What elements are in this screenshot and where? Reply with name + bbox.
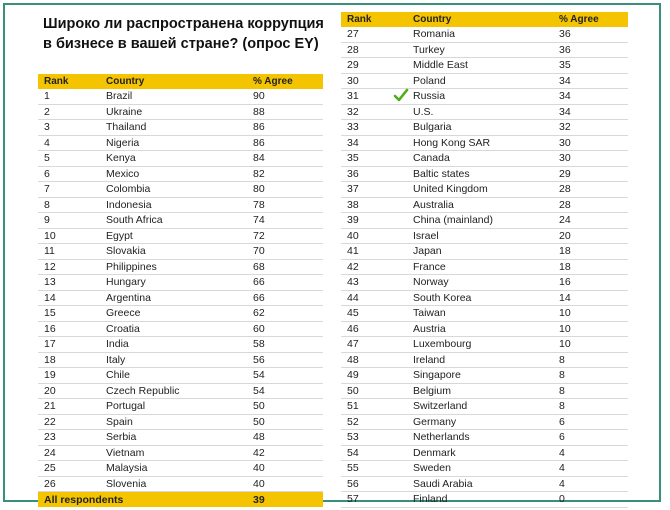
table-row <box>341 43 628 59</box>
rank-cell: 38 <box>347 198 359 211</box>
rank-cell: 36 <box>347 167 359 180</box>
rank-cell: 4 <box>44 136 50 149</box>
country-cell: United Kingdom <box>413 183 488 196</box>
table-body <box>38 89 323 492</box>
country-cell: Russia <box>413 90 559 102</box>
country-cell: Colombia <box>106 183 151 196</box>
country-cell: Brazil <box>106 90 133 103</box>
country-cell: Nigeria <box>106 136 140 149</box>
rank-cell: 34 <box>347 136 359 149</box>
rank-cell: 47 <box>347 338 359 351</box>
rank-cell: 40 <box>347 229 359 242</box>
table-row <box>38 151 323 167</box>
rank-cell: 49 <box>347 369 359 382</box>
rank-cell: 29 <box>347 59 359 72</box>
country-cell: Ukraine <box>106 105 143 118</box>
country-cell: Hungary <box>106 276 146 289</box>
agree-cell: 35 <box>559 59 571 72</box>
table-row <box>341 89 628 105</box>
rank-cell: 22 <box>44 415 56 428</box>
rank-cell: 54 <box>347 446 359 459</box>
table-row <box>341 136 628 152</box>
agree-cell: 30 <box>559 136 571 149</box>
country-cell: Turkey <box>413 43 445 56</box>
rank-cell: 5 <box>44 152 50 165</box>
rank-cell: 2 <box>44 105 50 118</box>
agree-cell: 10 <box>559 338 571 351</box>
header-rank: Rank <box>347 14 372 25</box>
agree-cell: 20 <box>559 229 571 242</box>
agree-cell: 36 <box>559 28 571 41</box>
rank-cell: 17 <box>44 338 56 351</box>
country-cell: Belgium <box>413 384 451 397</box>
table-row <box>38 430 323 446</box>
rank-cell: 23 <box>44 431 56 444</box>
country-cell: Italy <box>106 353 126 366</box>
total-label: All respondents <box>44 493 124 506</box>
country-cell: Argentina <box>106 291 151 304</box>
agree-cell: 10 <box>559 307 571 320</box>
table-row <box>341 306 628 322</box>
country-cell: Denmark <box>413 446 456 459</box>
table-row <box>341 322 628 338</box>
country-cell: Indonesia <box>106 198 152 211</box>
country-cell: Chile <box>106 369 130 382</box>
table-row <box>38 415 323 431</box>
country-cell: India <box>106 338 129 351</box>
agree-cell: 86 <box>253 121 265 134</box>
agree-cell: 6 <box>559 415 565 428</box>
agree-cell: 18 <box>559 245 571 258</box>
rank-cell: 25 <box>44 462 56 475</box>
rank-cell: 18 <box>44 353 56 366</box>
table-row <box>38 182 323 198</box>
country-cell: France <box>413 260 446 273</box>
table-row <box>341 182 628 198</box>
table-row <box>341 415 628 431</box>
table-row <box>38 353 323 369</box>
agree-cell: 50 <box>253 400 265 413</box>
rank-cell: 11 <box>44 245 55 258</box>
table-row <box>38 291 323 307</box>
header-rank: Rank <box>44 76 69 87</box>
country-cell: Switzerland <box>413 400 468 413</box>
table-row <box>38 260 323 276</box>
agree-cell: 24 <box>559 214 571 227</box>
agree-cell: 10 <box>559 322 571 335</box>
table-row <box>341 477 628 493</box>
rank-cell: 56 <box>347 477 359 490</box>
rank-cell: 57 <box>347 493 359 506</box>
agree-cell: 28 <box>559 183 571 196</box>
table-header <box>341 12 628 27</box>
agree-cell: 4 <box>559 446 565 459</box>
country-cell: Croatia <box>106 322 140 335</box>
figure-frame <box>3 3 661 506</box>
agree-cell: 28 <box>559 198 571 211</box>
agree-cell: 72 <box>253 229 265 242</box>
agree-cell: 29 <box>559 167 571 180</box>
agree-cell: 74 <box>253 214 265 227</box>
rank-cell: 8 <box>44 198 50 211</box>
country-cell: Spain <box>106 415 133 428</box>
rank-cell: 21 <box>44 400 56 413</box>
rank-cell: 6 <box>44 167 50 180</box>
agree-cell: 48 <box>253 431 265 444</box>
agree-cell: 88 <box>253 105 265 118</box>
table-row <box>38 136 323 152</box>
country-cell: U.S. <box>413 105 434 118</box>
rank-cell: 20 <box>44 384 56 397</box>
country-cell: Germany <box>413 415 457 428</box>
agree-cell: 34 <box>559 105 571 118</box>
rank-cell: 43 <box>347 276 359 289</box>
rank-cell: 33 <box>347 121 359 134</box>
table-row <box>341 198 628 214</box>
country-cell: South Korea <box>413 291 472 304</box>
rank-cell: 16 <box>44 322 56 335</box>
table-row <box>38 275 323 291</box>
rank-cell: 52 <box>347 415 359 428</box>
rank-cell: 35 <box>347 152 359 165</box>
country-cell: Kenya <box>106 152 136 165</box>
country-cell: Austria <box>413 322 446 335</box>
country-cell: Thailand <box>106 121 147 134</box>
agree-cell: 14 <box>559 291 571 304</box>
agree-cell: 54 <box>253 369 265 382</box>
total-value: 39 <box>253 493 265 506</box>
table-row <box>38 322 323 338</box>
country-cell: Vietnam <box>106 446 145 459</box>
rank-cell: 7 <box>44 183 50 196</box>
country-cell: Australia <box>413 198 454 211</box>
agree-cell: 40 <box>253 462 265 475</box>
country-cell: Norway <box>413 276 449 289</box>
agree-cell: 68 <box>253 260 265 273</box>
table-row <box>341 229 628 245</box>
rank-cell: 51 <box>347 400 359 413</box>
agree-cell: 4 <box>559 462 565 475</box>
table-row <box>341 74 628 90</box>
agree-cell: 58 <box>253 338 265 351</box>
rank-cell: 53 <box>347 431 359 444</box>
agree-cell: 60 <box>253 322 265 335</box>
table-row <box>341 353 628 369</box>
table-row <box>38 399 323 415</box>
country-cell: Luxembourg <box>413 338 472 351</box>
country-cell: Greece <box>106 307 141 320</box>
country-cell: Mexico <box>106 167 140 180</box>
agree-cell: 36 <box>559 43 571 56</box>
agree-cell: 34 <box>559 90 571 103</box>
table-body <box>341 27 628 508</box>
table-row <box>341 105 628 121</box>
agree-cell: 30 <box>559 152 571 165</box>
table-row <box>341 275 628 291</box>
table-row <box>38 461 323 477</box>
agree-cell: 54 <box>253 384 265 397</box>
rank-cell: 13 <box>44 276 56 289</box>
country-cell: Poland <box>413 74 446 87</box>
country-cell: Bulgaria <box>413 121 452 134</box>
table-row <box>38 244 323 260</box>
table-row <box>38 446 323 462</box>
header-agree: % Agree <box>559 14 599 25</box>
rank-cell: 31 <box>347 90 359 103</box>
agree-cell: 8 <box>559 353 565 366</box>
table-row <box>341 120 628 136</box>
table-row <box>341 260 628 276</box>
header-agree: % Agree <box>253 76 293 87</box>
country-cell: Slovakia <box>106 245 146 258</box>
table-row <box>341 213 628 229</box>
country-cell: Malaysia <box>106 462 148 475</box>
table-row <box>341 492 628 508</box>
header-country: Country <box>413 14 452 25</box>
rank-cell: 14 <box>44 291 56 304</box>
country-cell: Romania <box>413 28 456 41</box>
table-row <box>38 167 323 183</box>
table-row <box>341 244 628 260</box>
rank-cell: 9 <box>44 214 50 227</box>
agree-cell: 56 <box>253 353 265 366</box>
agree-cell: 42 <box>253 446 265 459</box>
table-row <box>38 337 323 353</box>
table-row <box>38 384 323 400</box>
table-right <box>341 12 628 508</box>
agree-cell: 0 <box>559 493 565 506</box>
table-row <box>38 229 323 245</box>
table-header <box>38 74 323 89</box>
country-cell: South Africa <box>106 214 163 227</box>
table-row <box>38 477 323 493</box>
rank-cell: 46 <box>347 322 359 335</box>
rank-cell: 45 <box>347 307 359 320</box>
table-row <box>341 58 628 74</box>
agree-cell: 62 <box>253 307 265 320</box>
country-cell: Japan <box>413 245 442 258</box>
rank-cell: 50 <box>347 384 359 397</box>
table-row <box>38 213 323 229</box>
agree-cell: 50 <box>253 415 265 428</box>
country-cell: Canada <box>413 152 450 165</box>
table-row <box>341 461 628 477</box>
agree-cell: 66 <box>253 291 265 304</box>
table-row <box>341 27 628 43</box>
table-row <box>38 306 323 322</box>
rank-cell: 44 <box>347 291 359 304</box>
country-cell: Egypt <box>106 229 133 242</box>
agree-cell: 66 <box>253 276 265 289</box>
country-cell: Ireland <box>413 353 446 366</box>
rank-cell: 12 <box>44 260 56 273</box>
country-cell: Hong Kong SAR <box>413 136 491 149</box>
rank-cell: 15 <box>44 307 56 320</box>
table-row <box>341 368 628 384</box>
rank-cell: 3 <box>44 121 50 134</box>
agree-cell: 32 <box>559 121 571 134</box>
table-row <box>341 399 628 415</box>
rank-cell: 39 <box>347 214 359 227</box>
agree-cell: 4 <box>559 477 565 490</box>
country-cell: Czech Republic <box>106 384 180 397</box>
header-country: Country <box>106 76 145 87</box>
country-cell: Finland <box>413 493 448 506</box>
country-cell: Baltic states <box>413 167 470 180</box>
agree-cell: 8 <box>559 384 565 397</box>
table-row <box>341 167 628 183</box>
table-left <box>38 74 323 507</box>
agree-cell: 84 <box>253 152 265 165</box>
country-cell: Serbia <box>106 431 137 444</box>
country-cell: Netherlands <box>413 431 470 444</box>
country-cell: Saudi Arabia <box>413 477 473 490</box>
table-row <box>341 430 628 446</box>
table-row <box>38 120 323 136</box>
agree-cell: 82 <box>253 167 265 180</box>
rank-cell: 19 <box>44 369 56 382</box>
table-row <box>38 89 323 105</box>
table-row <box>341 151 628 167</box>
agree-cell: 16 <box>559 276 571 289</box>
total-row <box>38 492 323 507</box>
agree-cell: 90 <box>253 90 265 103</box>
chart-title: Широко ли распространена коррупция в бизнесе в вашей стране? (опрос EY) <box>43 16 324 52</box>
rank-cell: 32 <box>347 105 359 118</box>
agree-cell: 70 <box>253 245 265 258</box>
agree-cell: 40 <box>253 477 265 490</box>
rank-cell: 28 <box>347 43 359 56</box>
agree-cell: 18 <box>559 260 571 273</box>
table-row <box>341 446 628 462</box>
rank-cell: 26 <box>44 477 56 490</box>
rank-cell: 37 <box>347 183 359 196</box>
table-row <box>341 384 628 400</box>
agree-cell: 78 <box>253 198 265 211</box>
country-cell: Portugal <box>106 400 146 413</box>
agree-cell: 8 <box>559 369 565 382</box>
agree-cell: 86 <box>253 136 265 149</box>
agree-cell: 8 <box>559 400 565 413</box>
country-cell: China (mainland) <box>413 214 493 227</box>
country-cell: Israel <box>413 229 439 242</box>
country-cell: Singapore <box>413 369 461 382</box>
table-row <box>38 368 323 384</box>
country-cell: Middle East <box>413 59 468 72</box>
table-row <box>341 337 628 353</box>
agree-cell: 34 <box>559 74 571 87</box>
rank-cell: 42 <box>347 260 359 273</box>
country-cell: Sweden <box>413 462 451 475</box>
table-row <box>38 105 323 121</box>
rank-cell: 10 <box>44 229 56 242</box>
rank-cell: 24 <box>44 446 56 459</box>
rank-cell: 41 <box>347 245 359 258</box>
country-cell: Slovenia <box>106 477 147 490</box>
rank-cell: 30 <box>347 74 359 87</box>
country-cell: Philippines <box>106 260 157 273</box>
rank-cell: 1 <box>44 90 50 103</box>
rank-cell: 48 <box>347 353 359 366</box>
country-cell: Taiwan <box>413 307 446 320</box>
table-row <box>38 198 323 214</box>
table-row <box>341 291 628 307</box>
rank-cell: 27 <box>347 28 359 41</box>
checkmark-icon <box>393 87 409 103</box>
rank-cell: 55 <box>347 462 359 475</box>
agree-cell: 6 <box>559 431 565 444</box>
agree-cell: 80 <box>253 183 265 196</box>
